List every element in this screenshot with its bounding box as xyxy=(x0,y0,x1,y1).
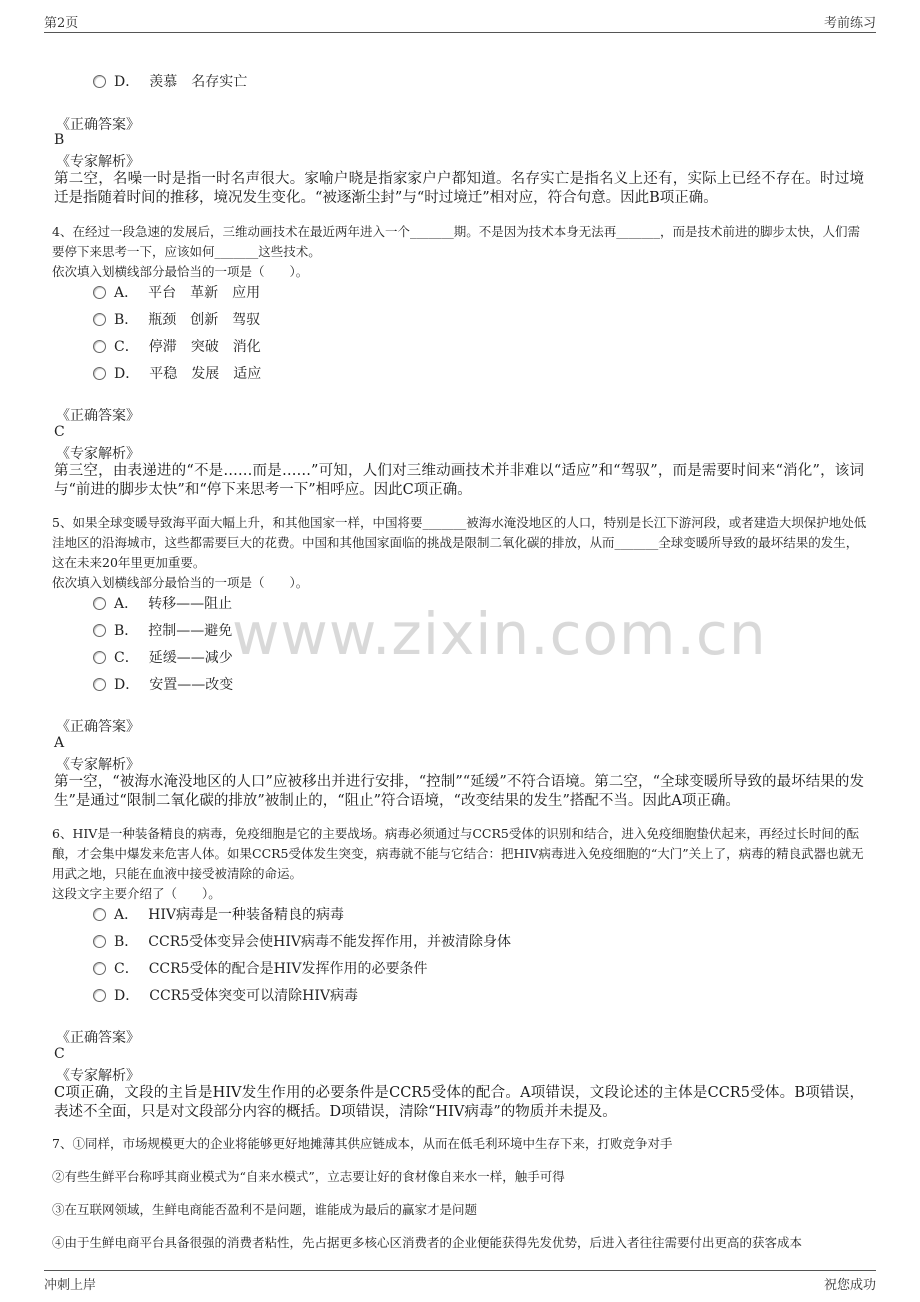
q5-option-b[interactable]: B． 控制——避免 xyxy=(93,620,232,642)
analysis-label: 《专家解析》 xyxy=(56,757,140,773)
radio-icon[interactable] xyxy=(93,624,106,637)
radio-icon[interactable] xyxy=(93,313,106,326)
q7-line-4: ④由于生鲜电商平台具备很强的消费者粘性，先占据更多核心区消费者的企业便能获得先发优势，后进入者往往需要付出更高的获客成本 xyxy=(52,1235,803,1250)
radio-icon[interactable] xyxy=(93,340,106,353)
analysis-label: 《专家解析》 xyxy=(56,1068,140,1084)
q5-answer: A xyxy=(54,735,65,751)
q7-line-1: 7、①同样，市场规模更大的企业将能够更好地摊薄其供应链成本，从而在低毛利环境中生存下来，打败竞争对手 xyxy=(52,1136,673,1151)
radio-icon[interactable] xyxy=(93,367,106,380)
q6-answer: C xyxy=(54,1046,65,1062)
q4-analysis: 第三空，由表递进的“不是……而是……”可知，人们对三维动画技术并非难以“适应”和“驾驭”，而是需要时间来“消化”，该词与“前进的脚步太快”和“停下来思考一下”相呼应。因此C项正确。 xyxy=(54,463,864,498)
radio-icon[interactable] xyxy=(93,908,106,921)
answer-label: 《正确答案》 xyxy=(56,1030,140,1046)
answer-label: 《正确答案》 xyxy=(56,408,140,424)
radio-icon[interactable] xyxy=(93,962,106,975)
q6-option-d[interactable]: D． CCR5受体突变可以清除HIV病毒 xyxy=(93,985,358,1007)
q6-stem: 6、HIV是一种装备精良的病毒，免疫细胞是它的主要战场。病毒必须通过与CCR5受体的识别和结合，进入免疫细胞蛰伏起来，再经过长时间的酝酿，才会集中爆发来危害人体。如果CCR5受体发生突变，病毒就不能与它结合：把HIV病毒进入免疫细胞的“大门”关上了，病毒的精良武器也就无用武之地，只能在血液中接受被清除的命运。 这段文字主要介绍了（ ）。 xyxy=(52,826,864,901)
radio-icon[interactable] xyxy=(93,286,106,299)
q5-stem: 5、如果全球变暖导致海平面大幅上升，和其他国家一样，中国将要_______被海水淹没地区的人口，特别是长江下游河段，或者建造大坝保护地处低洼地区的沿海城市，这些都需要巨大的花费。中国和其他国家面临的挑战是限制二氧化碳的排放，从而_______全球变暖所导致的最坏结果的发生，这在未来20年里更加重要。 依次填入划横线部分最恰当的一项是（ ）。 xyxy=(52,515,867,590)
watermark: www.zixin.com.cn xyxy=(232,600,767,668)
q3-option-d[interactable]: D． 羡慕 名存实亡 xyxy=(93,71,247,93)
q5-analysis: 第一空，“被海水淹没地区的人口”应被移出并进行安排，“控制”“延缓”不符合语境。第二空，“全球变暖所导致的最坏结果的发生”是通过“限制二氧化碳的排放”被制止的，“阻止”符合语境，“改变结果的发生”搭配不当。因此A项正确。 xyxy=(54,774,864,809)
q7-line-3: ③在互联网领域，生鲜电商能否盈利不是问题，谁能成为最后的赢家才是问题 xyxy=(52,1202,478,1217)
answer-label: 《正确答案》 xyxy=(56,117,140,133)
q7-line-2: ②有些生鲜平台称呼其商业模式为“自来水模式”，立志要让好的食材像自来水一样，触手可得 xyxy=(52,1169,565,1184)
footer-right: 祝您成功 xyxy=(823,1278,876,1293)
analysis-label: 《专家解析》 xyxy=(56,446,140,462)
radio-icon[interactable] xyxy=(93,678,106,691)
q6-option-c[interactable]: C． CCR5受体的配合是HIV发挥作用的必要条件 xyxy=(93,958,427,980)
q6-option-b[interactable]: B． CCR5受体变异会使HIV病毒不能发挥作用，并被清除身体 xyxy=(93,931,511,953)
q4-option-d[interactable]: D． 平稳 发展 适应 xyxy=(93,363,261,385)
radio-icon[interactable] xyxy=(93,989,106,1002)
page-number: 第2页 xyxy=(44,16,79,31)
q5-option-a[interactable]: A． 转移——阻止 xyxy=(93,593,232,615)
header-title: 考前练习 xyxy=(823,16,876,31)
footer-left: 冲刺上岸 xyxy=(44,1278,97,1293)
page-header xyxy=(44,10,876,33)
analysis-label: 《专家解析》 xyxy=(56,154,140,170)
q4-stem: 4、在经过一段急速的发展后，三维动画技术在最近两年进入一个_______期。不是因为技术本身无法再_______，而是技术前进的脚步太快，人们需要停下来思考一下，应该如何_______这些技术。 依次填入划横线部分最恰当的一项是（ ）。 xyxy=(52,224,860,279)
radio-icon[interactable] xyxy=(93,597,106,610)
answer-label: 《正确答案》 xyxy=(56,719,140,735)
q4-answer: C xyxy=(54,424,65,440)
q6-analysis: C项正确，文段的主旨是HIV发生作用的必要条件是CCR5受体的配合。A项错误，文段论述的主体是CCR5受体。B项错误，表述不全面，只是对文段部分内容的概括。D项错误，清除“HIV病毒”的物质并未提及。 xyxy=(54,1085,864,1120)
q3-answer: B xyxy=(54,132,65,148)
q5-option-c[interactable]: C． 延缓——减少 xyxy=(93,647,233,669)
radio-icon[interactable] xyxy=(93,75,106,88)
radio-icon[interactable] xyxy=(93,651,106,664)
q4-option-a[interactable]: A． 平台 革新 应用 xyxy=(93,282,260,304)
radio-icon[interactable] xyxy=(93,935,106,948)
q4-option-c[interactable]: C． 停滞 突破 消化 xyxy=(93,336,261,358)
q5-option-d[interactable]: D． 安置——改变 xyxy=(93,674,233,696)
page-footer xyxy=(44,1270,876,1295)
q4-option-b[interactable]: B． 瓶颈 创新 驾驭 xyxy=(93,309,260,331)
q6-option-a[interactable]: A． HIV病毒是一种装备精良的病毒 xyxy=(93,904,344,926)
q3-analysis: 第二空，名噪一时是指一时名声很大。家喻户晓是指家家户户都知道。名存实亡是指名义上还有，实际上已经不存在。时过境迁是指随着时间的推移，境况发生变化。“被逐渐尘封”与“时过境迁”相对应，符合句意。因此B项正确。 xyxy=(54,171,864,206)
